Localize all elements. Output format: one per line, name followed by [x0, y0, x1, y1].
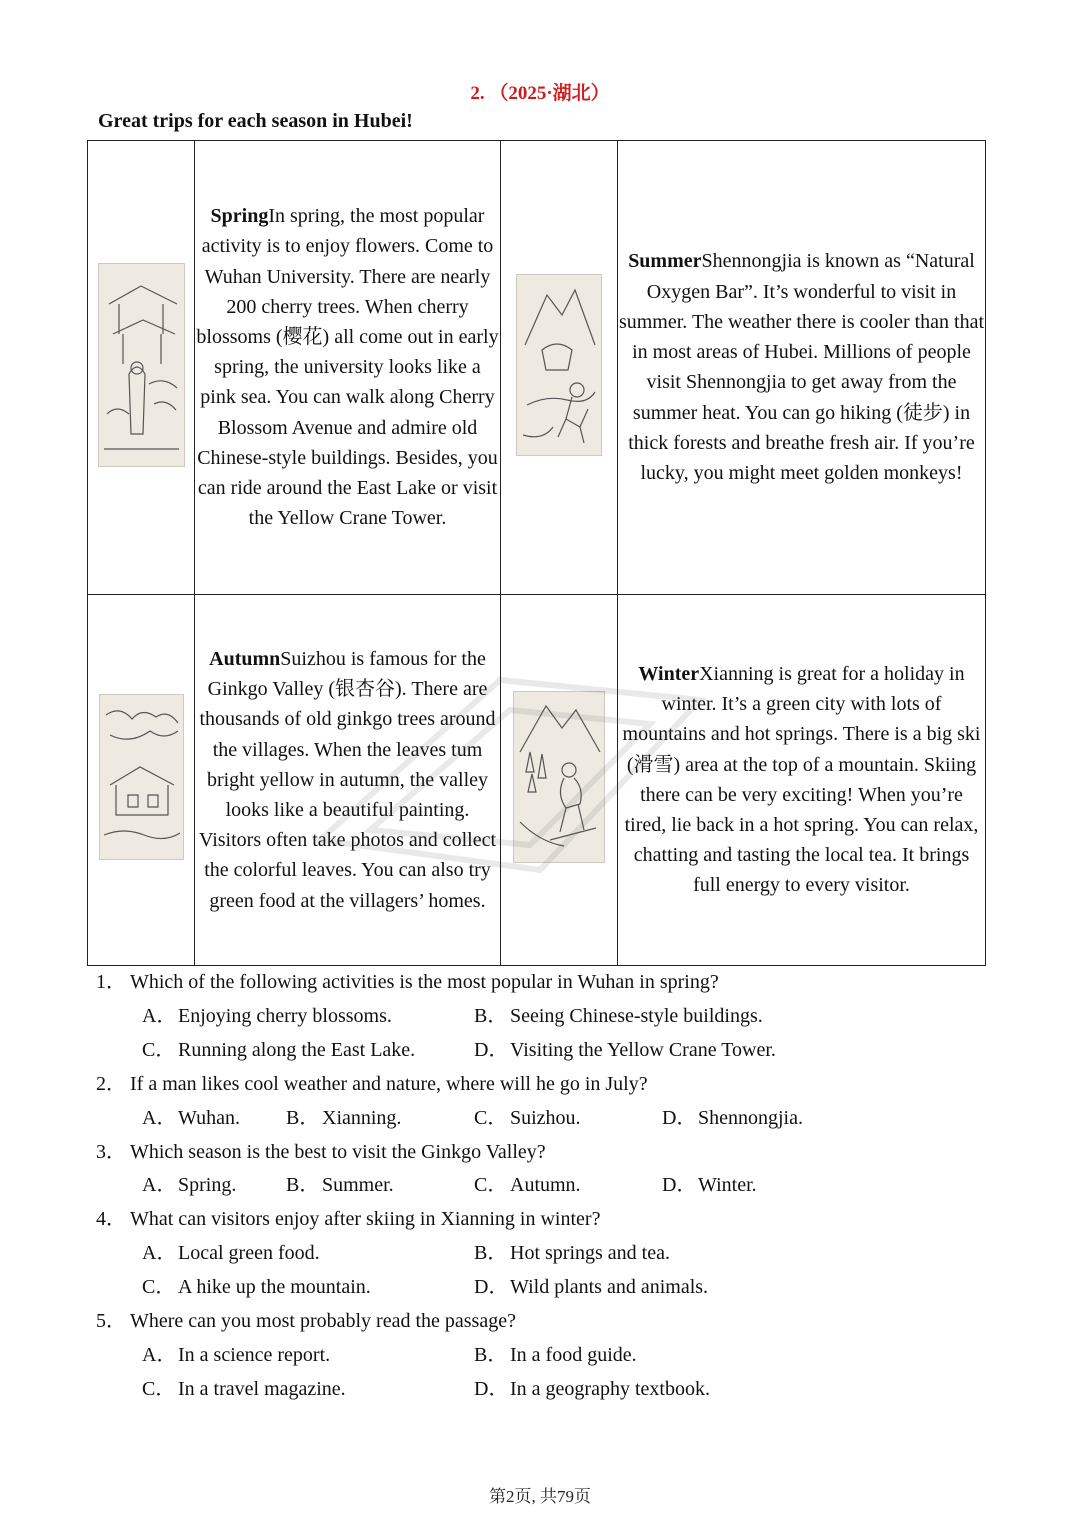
spring-illustration-cell	[88, 141, 195, 595]
question-1: 1． Which of the following activities is the most popular in Wuhan in spring?	[96, 971, 719, 993]
option-b[interactable]: B． Xianning.	[286, 1106, 402, 1129]
question-4: 4． What can visitors enjoy after skiing in Xianning in winter?	[96, 1208, 601, 1231]
question-2: 2． If a man likes cool weather and nature, where will he go in July?	[96, 1072, 648, 1095]
option-a[interactable]: A．Wuhan.	[142, 1106, 240, 1129]
question-heading: 2. （2025·湖北）	[470, 83, 610, 104]
option-c[interactable]: C． In a travel magazine.	[142, 1377, 346, 1400]
spring-text: In spring, the most popular activity is to enjoy flowers. Come to Wuhan University. There are nearly 200 cherry trees. When cherry blossoms (樱花) all come out in early spring, the university looks like a pink sea. You can walk along Cherry Blossom Avenue and admire old Chinese-style buildings. Besides, you can ride around the East Lake or visit the Yellow Crane Tower.	[196, 205, 499, 530]
question-5-options	[96, 1373, 996, 1407]
autumn-text: Suizhou is famous for the Ginkgo Valley (银杏谷). There are thousands of old ginkgo trees around the villages. When the leaves tum bright yellow in autumn, the valley looks like a beautiful painting. Visitors often take photos and collect the colorful leaves. You can also try green food at the villagers’ homes.	[198, 647, 497, 912]
table-row	[88, 141, 986, 595]
summer-illustration-cell	[501, 141, 618, 595]
winter-text: Xianning is great for a holiday in winter. It’s a green city with lots of mountains and hot springs. There is a big ski (滑雪) area at the top of a mountain. Skiing there can be very exciting! When you’re tired, lie back in a hot spring. You can relax, chatting and tasting the local tea. It brings full energy to every visitor.	[622, 662, 981, 897]
question-2-options	[96, 1102, 996, 1136]
spring-label: Spring	[210, 205, 269, 228]
option-c[interactable]: C． Suizhou.	[474, 1106, 581, 1129]
option-b[interactable]: B． Seeing Chinese-style buildings.	[474, 1004, 763, 1027]
option-c[interactable]: C． Autumn.	[474, 1174, 581, 1197]
winter-label: Winter	[638, 662, 700, 685]
autumn-label: Autumn	[209, 647, 281, 670]
question-5-options	[96, 1339, 996, 1373]
option-b[interactable]: B． Summer.	[286, 1174, 394, 1197]
option-c[interactable]: C． A hike up the mountain.	[142, 1276, 371, 1299]
question-4-options	[96, 1271, 996, 1305]
option-a[interactable]: A．Enjoying cherry blossoms.	[142, 1004, 392, 1027]
summer-description	[618, 141, 986, 595]
option-b[interactable]: B． In a food guide.	[474, 1343, 637, 1366]
option-d[interactable]: D．Shennongjia.	[662, 1106, 803, 1129]
option-c[interactable]: C． Running along the East Lake.	[142, 1038, 416, 1061]
season-trips-table	[87, 140, 986, 966]
summer-text: Shennongjia is known as “Natural Oxygen Bar”. It’s wonderful to visit in summer. The weather there is cooler than that in most areas of Hubei. Millions of people visit Shennongjia to get away from the summer heat. You can go hiking (徒步) in thick forests and breathe fresh air. If you’re lucky, you might meet golden monkeys!	[618, 250, 985, 484]
spring-pagoda-sketch	[98, 263, 185, 467]
table-row	[88, 594, 986, 965]
option-a[interactable]: A．In a science report.	[142, 1343, 331, 1366]
autumn-description	[195, 594, 501, 965]
autumn-village-sketch	[99, 694, 184, 860]
question-1-options	[96, 1000, 996, 1034]
summer-hiker-sketch	[516, 274, 602, 456]
page-number: 第2页, 共79页	[489, 1487, 591, 1506]
spring-description	[195, 141, 501, 595]
question-5: 5． Where can you most probably read the passage?	[96, 1310, 516, 1333]
summer-label: Summer	[628, 250, 702, 273]
option-b[interactable]: B． Hot springs and tea.	[474, 1242, 670, 1265]
winter-description	[618, 594, 986, 965]
question-1-options	[96, 1034, 996, 1068]
winter-illustration-cell	[501, 594, 618, 965]
option-d[interactable]: D．Winter.	[662, 1174, 757, 1197]
option-a[interactable]: A．Local green food.	[142, 1242, 320, 1265]
question-4-options	[96, 1237, 996, 1271]
option-d[interactable]: D．In a geography textbook.	[474, 1377, 710, 1400]
question-3: 3． Which season is the best to visit the Ginkgo Valley?	[96, 1140, 546, 1163]
option-d[interactable]: D．Visiting the Yellow Crane Tower.	[474, 1038, 776, 1061]
passage-title: Great trips for each season in Hubei!	[98, 110, 413, 132]
option-a[interactable]: A．Spring.	[142, 1174, 237, 1197]
question-3-options	[96, 1169, 996, 1203]
question-list	[96, 966, 996, 1407]
winter-skier-sketch	[513, 691, 605, 863]
autumn-illustration-cell	[88, 594, 195, 965]
option-d[interactable]: D．Wild plants and animals.	[474, 1276, 709, 1299]
